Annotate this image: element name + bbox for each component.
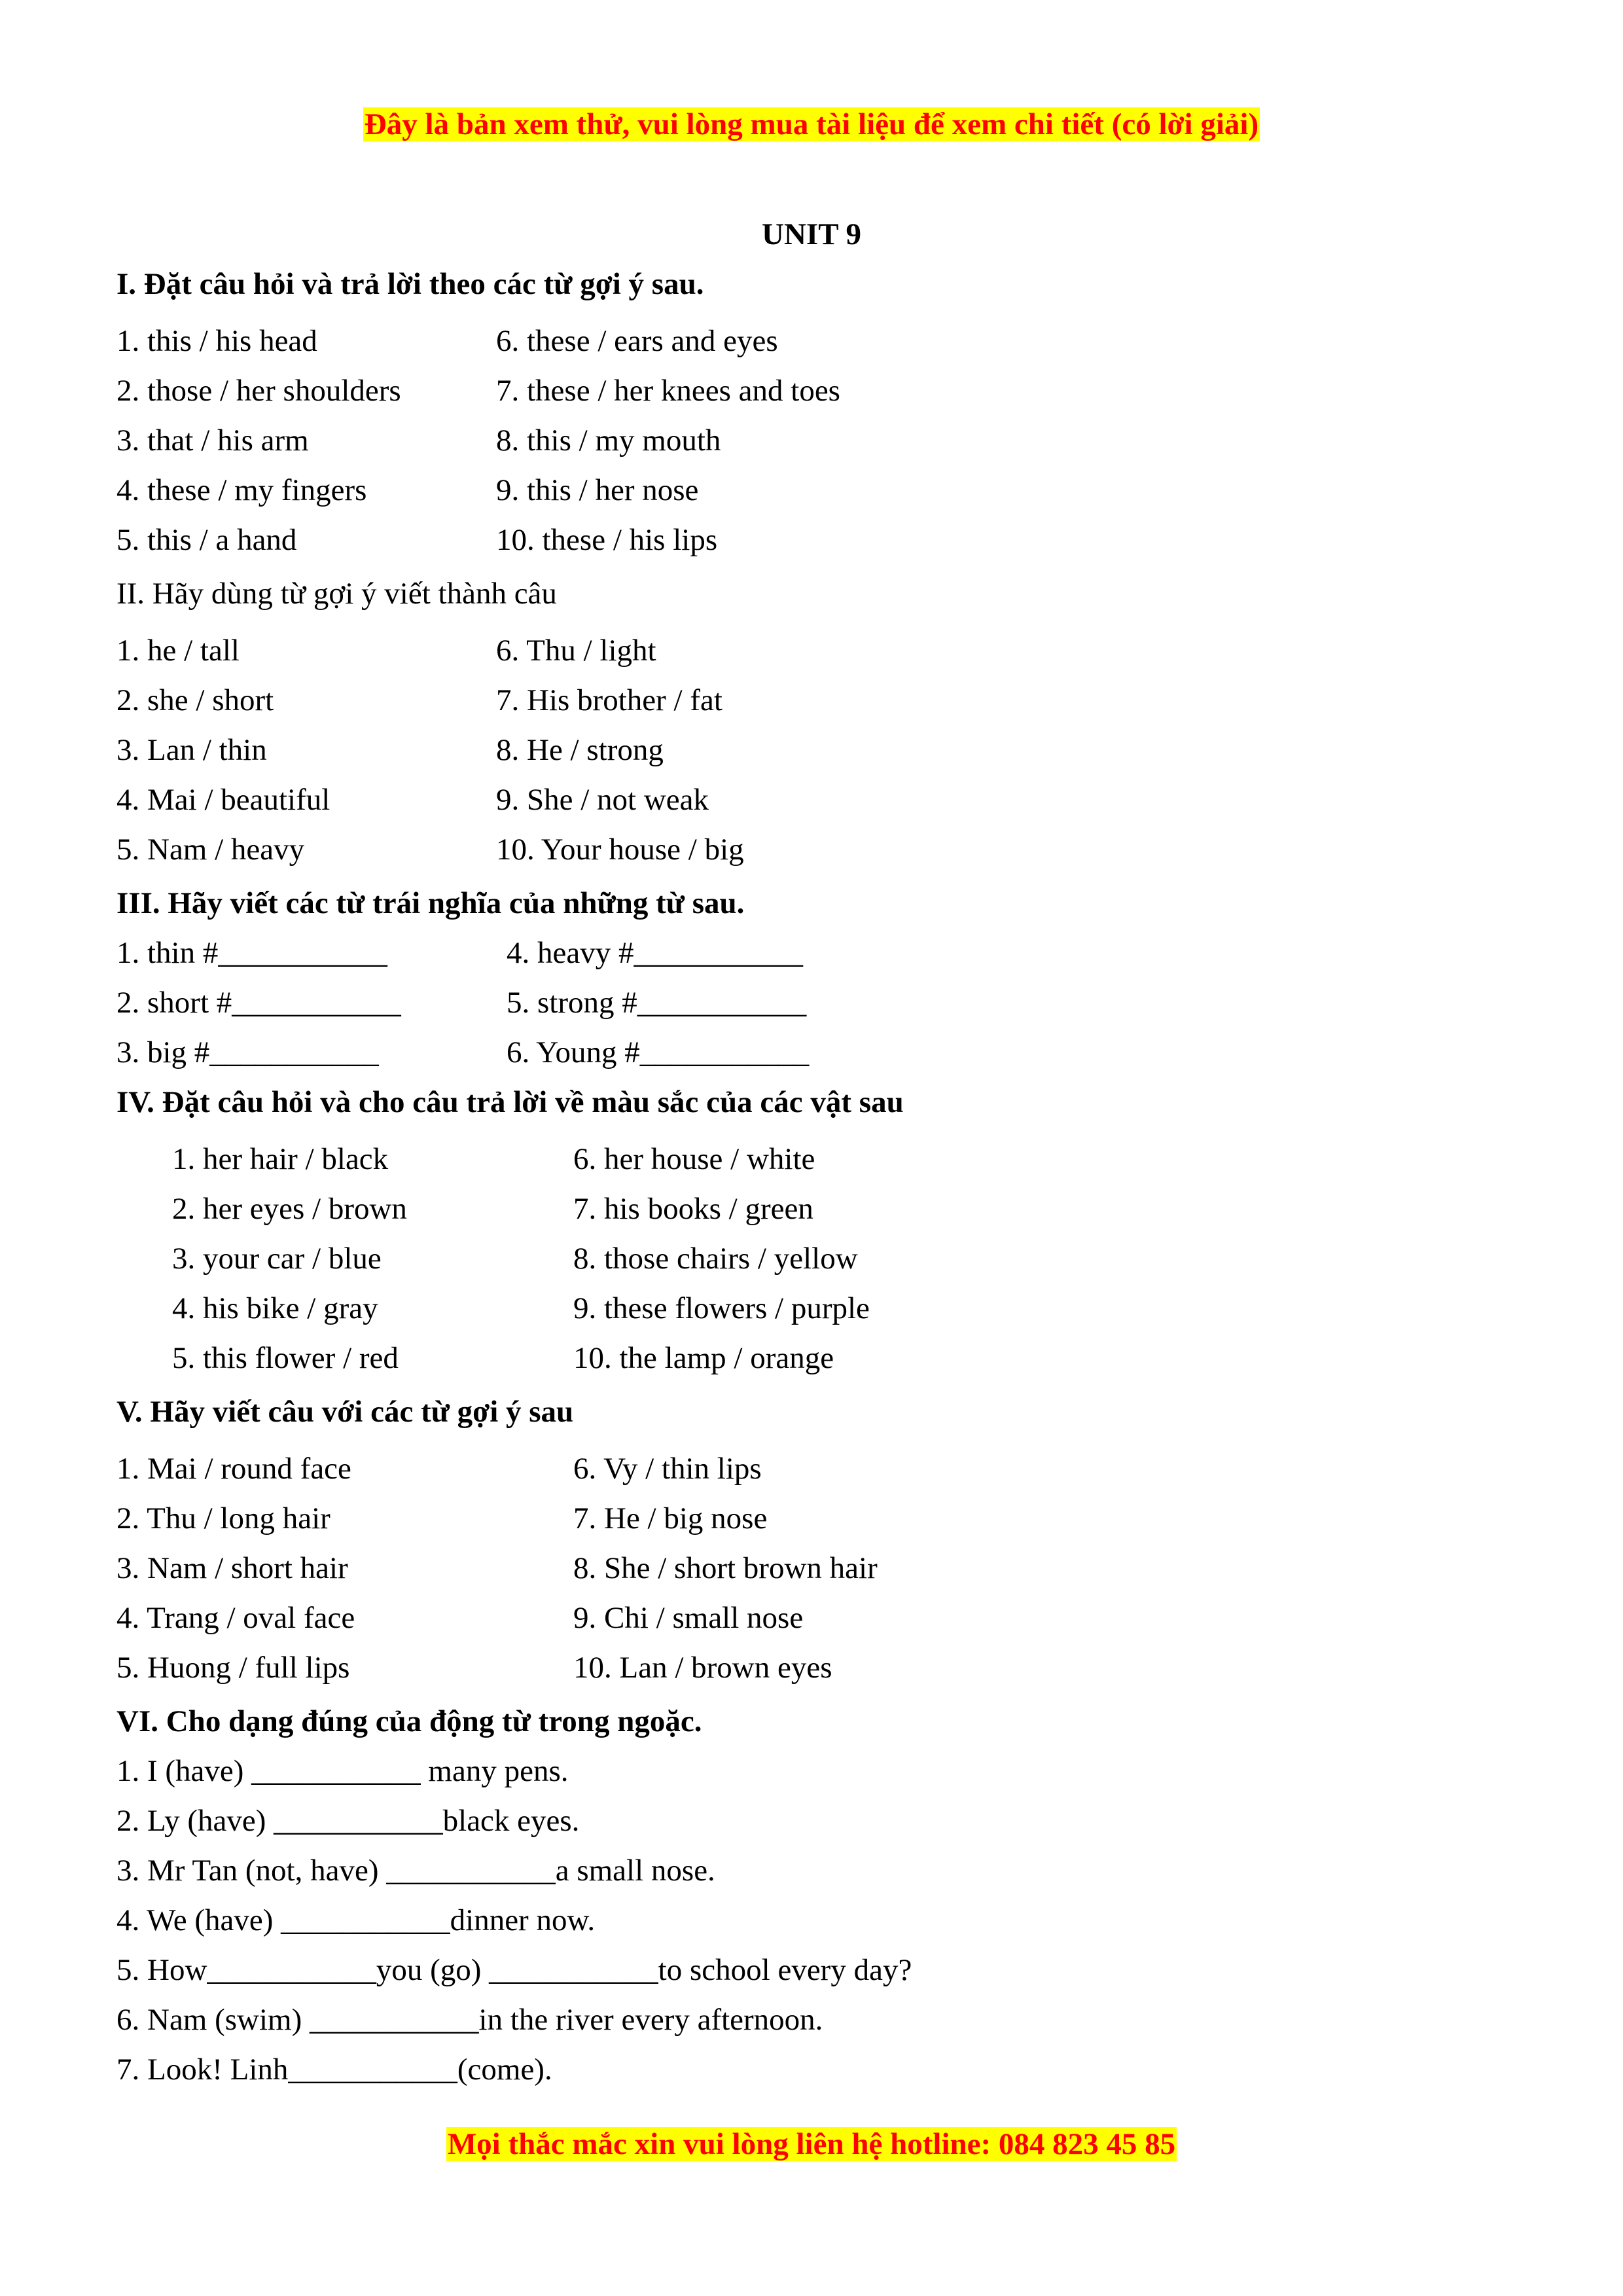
list-item: 8. He / strong (496, 733, 664, 767)
list-item: 2. those / her shoulders (116, 374, 401, 408)
list-item: 1. Mai / round face (116, 1452, 351, 1486)
list-item: 6. Vy / thin lips (573, 1452, 762, 1486)
list-item: 5. Huong / full lips (116, 1651, 350, 1685)
unit-title: UNIT 9 (762, 217, 861, 251)
list-item: 9. She / not weak (496, 783, 709, 817)
list-item: 6. Thu / light (496, 634, 656, 668)
list-item: 3. Nam / short hair (116, 1551, 348, 1585)
list-item: 8. She / short brown hair (573, 1551, 878, 1585)
list-item: 5. Nam / heavy (116, 833, 305, 867)
section-4-heading: IV. Đặt câu hỏi và cho câu trả lời về màu sắc của các vật sau (116, 1085, 904, 1119)
list-item: 3. your car / blue (172, 1242, 382, 1276)
list-item: 8. this / my mouth (496, 423, 721, 457)
list-item: 4. Trang / oval face (116, 1601, 355, 1635)
list-item: 9. Chi / small nose (573, 1601, 804, 1635)
section-2-heading: II. Hãy dùng từ gợi ý viết thành câu (116, 577, 557, 611)
list-item: 4. Mai / beautiful (116, 783, 330, 817)
list-item: 6. Young #___________ (507, 1035, 810, 1069)
list-item: 5. this / a hand (116, 523, 297, 557)
list-item: 3. big #___________ (116, 1035, 379, 1069)
list-item: 3. Mr Tan (not, have) ___________a small nose. (116, 1854, 715, 1888)
list-item: 9. this / her nose (496, 473, 699, 507)
list-item: 7. these / her knees and toes (496, 374, 840, 408)
list-item: 5. strong #___________ (507, 986, 807, 1020)
list-item: 8. those chairs / yellow (573, 1242, 858, 1276)
list-item: 5. this flower / red (172, 1341, 399, 1375)
list-item: 2. her eyes / brown (172, 1192, 407, 1226)
list-item: 10. Your house / big (496, 833, 744, 867)
list-item: 7. He / big nose (573, 1501, 768, 1535)
list-item: 10. the lamp / orange (573, 1341, 834, 1375)
list-item: 9. these flowers / purple (573, 1291, 870, 1325)
list-item: 4. heavy #___________ (507, 936, 803, 970)
list-item: 10. these / his lips (496, 523, 718, 557)
list-item: 1. her hair / black (172, 1142, 389, 1176)
list-item: 2. she / short (116, 683, 274, 717)
list-item: 1. I (have) ___________ many pens. (116, 1754, 569, 1788)
list-item: 6. these / ears and eyes (496, 324, 778, 358)
list-item: 2. short #___________ (116, 986, 401, 1020)
list-item: 7. His brother / fat (496, 683, 722, 717)
section-5-heading: V. Hãy viết câu với các từ gợi ý sau (116, 1395, 574, 1429)
list-item: 2. Ly (have) ___________black eyes. (116, 1804, 580, 1838)
list-item: 7. Look! Linh___________(come). (116, 2053, 552, 2087)
hotline-notice (0, 2125, 1623, 2164)
list-item: 6. her house / white (573, 1142, 815, 1176)
preview-notice-text: Đây là bản xem thử, vui lòng mua tài liệu để xem chi tiết (có lời giải) (364, 107, 1259, 141)
preview-notice (0, 105, 1623, 144)
list-item: 5. How___________you (go) ___________to school every day? (116, 1953, 912, 1987)
list-item: 1. this / his head (116, 324, 317, 358)
list-item: 1. thin #___________ (116, 936, 387, 970)
list-item: 4. his bike / gray (172, 1291, 378, 1325)
list-item: 3. Lan / thin (116, 733, 267, 767)
list-item: 4. We (have) ___________dinner now. (116, 1903, 596, 1937)
list-item: 10. Lan / brown eyes (573, 1651, 832, 1685)
list-item: 3. that / his arm (116, 423, 309, 457)
list-item: 2. Thu / long hair (116, 1501, 330, 1535)
section-3-heading: III. Hãy viết các từ trái nghĩa của những từ sau. (116, 886, 745, 920)
section-1-heading: I. Đặt câu hỏi và trả lời theo các từ gợi ý sau. (116, 267, 704, 301)
list-item: 4. these / my fingers (116, 473, 367, 507)
section-6-heading: VI. Cho dạng đúng của động từ trong ngoặc. (116, 1704, 702, 1738)
hotline-notice-text: Mọi thắc mắc xin vui lòng liên hệ hotline: 084 823 45 85 (447, 2127, 1176, 2161)
list-item: 6. Nam (swim) ___________in the river every afternoon. (116, 2003, 823, 2037)
list-item: 1. he / tall (116, 634, 240, 668)
list-item: 7. his books / green (573, 1192, 813, 1226)
